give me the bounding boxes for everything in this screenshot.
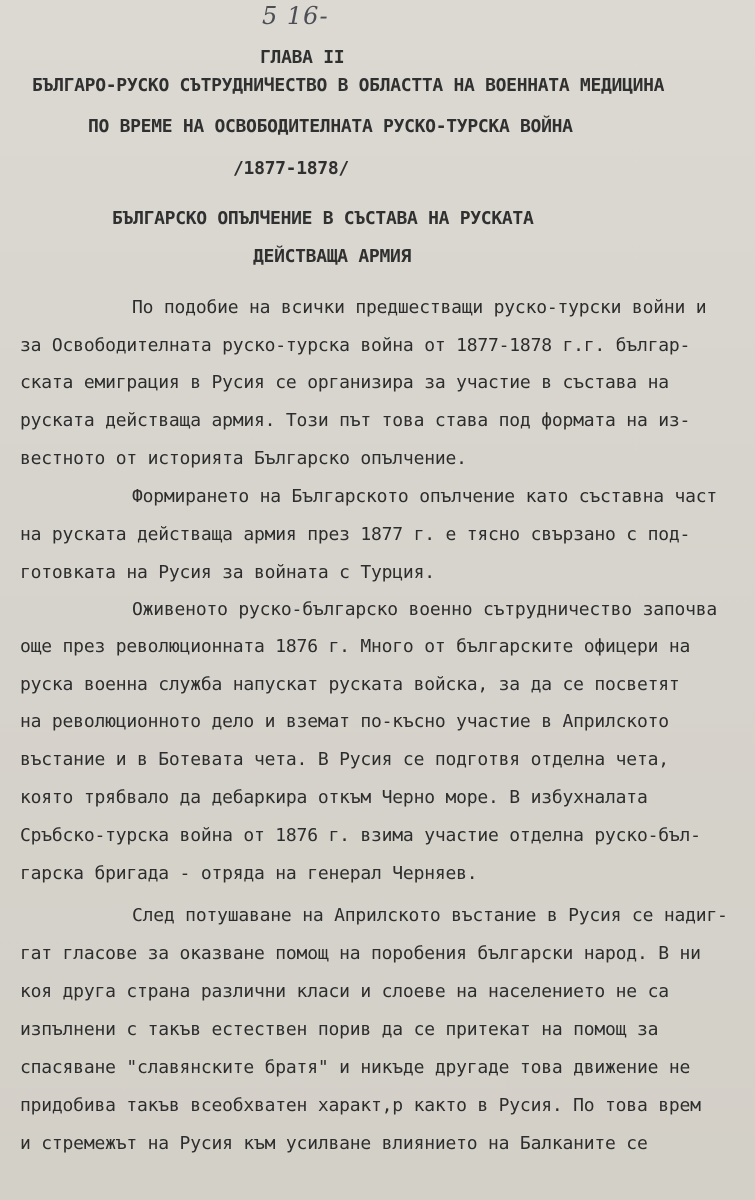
section-title-line-2: ДЕЙСТВАЩА АРМИЯ xyxy=(253,246,412,267)
text-line: ската емиграция в Русия се организира за участие в състава на xyxy=(20,372,669,393)
title-line-1: БЪЛГАРО-РУСКО СЪТРУДНИЧЕСТВО В ОБЛАСТТА НА ВОЕННАТА МЕДИЦИНА xyxy=(32,75,665,96)
text-line: придобива такъв всеобхватен характ,р както в Русия. По това врем xyxy=(20,1095,701,1116)
text-line: въстание и в Ботевата чета. В Русия се подготвя отделна чета, xyxy=(20,749,669,770)
text-line: изпълнени с такъв естествен порив да се притекат на помощ за xyxy=(20,1019,659,1040)
text-line: руска военна служба напускат руската войска, за да се посветят xyxy=(20,674,680,695)
text-line: руската действаща армия. Този път това става под формата на из- xyxy=(20,410,691,431)
text-line: още през революционната 1876 г. Много от българските офицери на xyxy=(20,636,691,657)
text-line: на руската действаща армия през 1877 г. е тясно свързано с под- xyxy=(20,524,691,545)
text-line: и стремежът на Русия към усилване влиянието на Балканите се xyxy=(20,1133,648,1154)
text-line: Оживеното руско-българско военно сътрудничество започва xyxy=(132,599,718,620)
text-line: Сръбско-турска война от 1876 г. взима участие отделна руско-бъл- xyxy=(20,825,701,846)
chapter-heading: ГЛАВА II xyxy=(260,47,345,68)
text-line: на революционното дело и вземат по-късно участие в Априлското xyxy=(20,711,669,732)
text-line: която трябвало да дебаркира откъм Черно море. В избухналата xyxy=(20,787,648,808)
text-line: гат гласове за оказване помощ на поробения български народ. В ни xyxy=(20,943,701,964)
title-line-3: /1877-1878/ xyxy=(233,158,349,179)
text-line: коя друга страна различни класи и слоеве на населението не са xyxy=(20,981,669,1002)
text-line: спасяване "славянските братя" и никъде другаде това движение не xyxy=(20,1057,691,1078)
text-line: След потушаване на Априлското въстание в Русия се надиг- xyxy=(132,905,728,926)
text-line: По подобие на всички предшестващи руско-турски войни и xyxy=(132,297,707,318)
text-line: гарска бригада - отряда на генерал Черняев. xyxy=(20,863,478,884)
title-line-2: ПО ВРЕМЕ НА ОСВОБОДИТЕЛНАТА РУСКО-ТУРСКА ВОЙНА xyxy=(88,116,573,137)
text-line: за Освободителната руско-турска война от 1877-1878 г.г. българ- xyxy=(20,335,691,356)
text-line: вестното от историята Българско опълчение. xyxy=(20,448,467,469)
text-line: готовката на Русия за войната с Турция. xyxy=(20,562,435,583)
page-number-handwritten: 5 16- xyxy=(262,2,329,30)
text-line: Формирането на Българското опълчение като съставна част xyxy=(132,486,718,507)
section-title-line-1: БЪЛГАРСКО ОПЪЛЧЕНИЕ В СЪСТАВА НА РУСКАТА xyxy=(112,208,534,229)
